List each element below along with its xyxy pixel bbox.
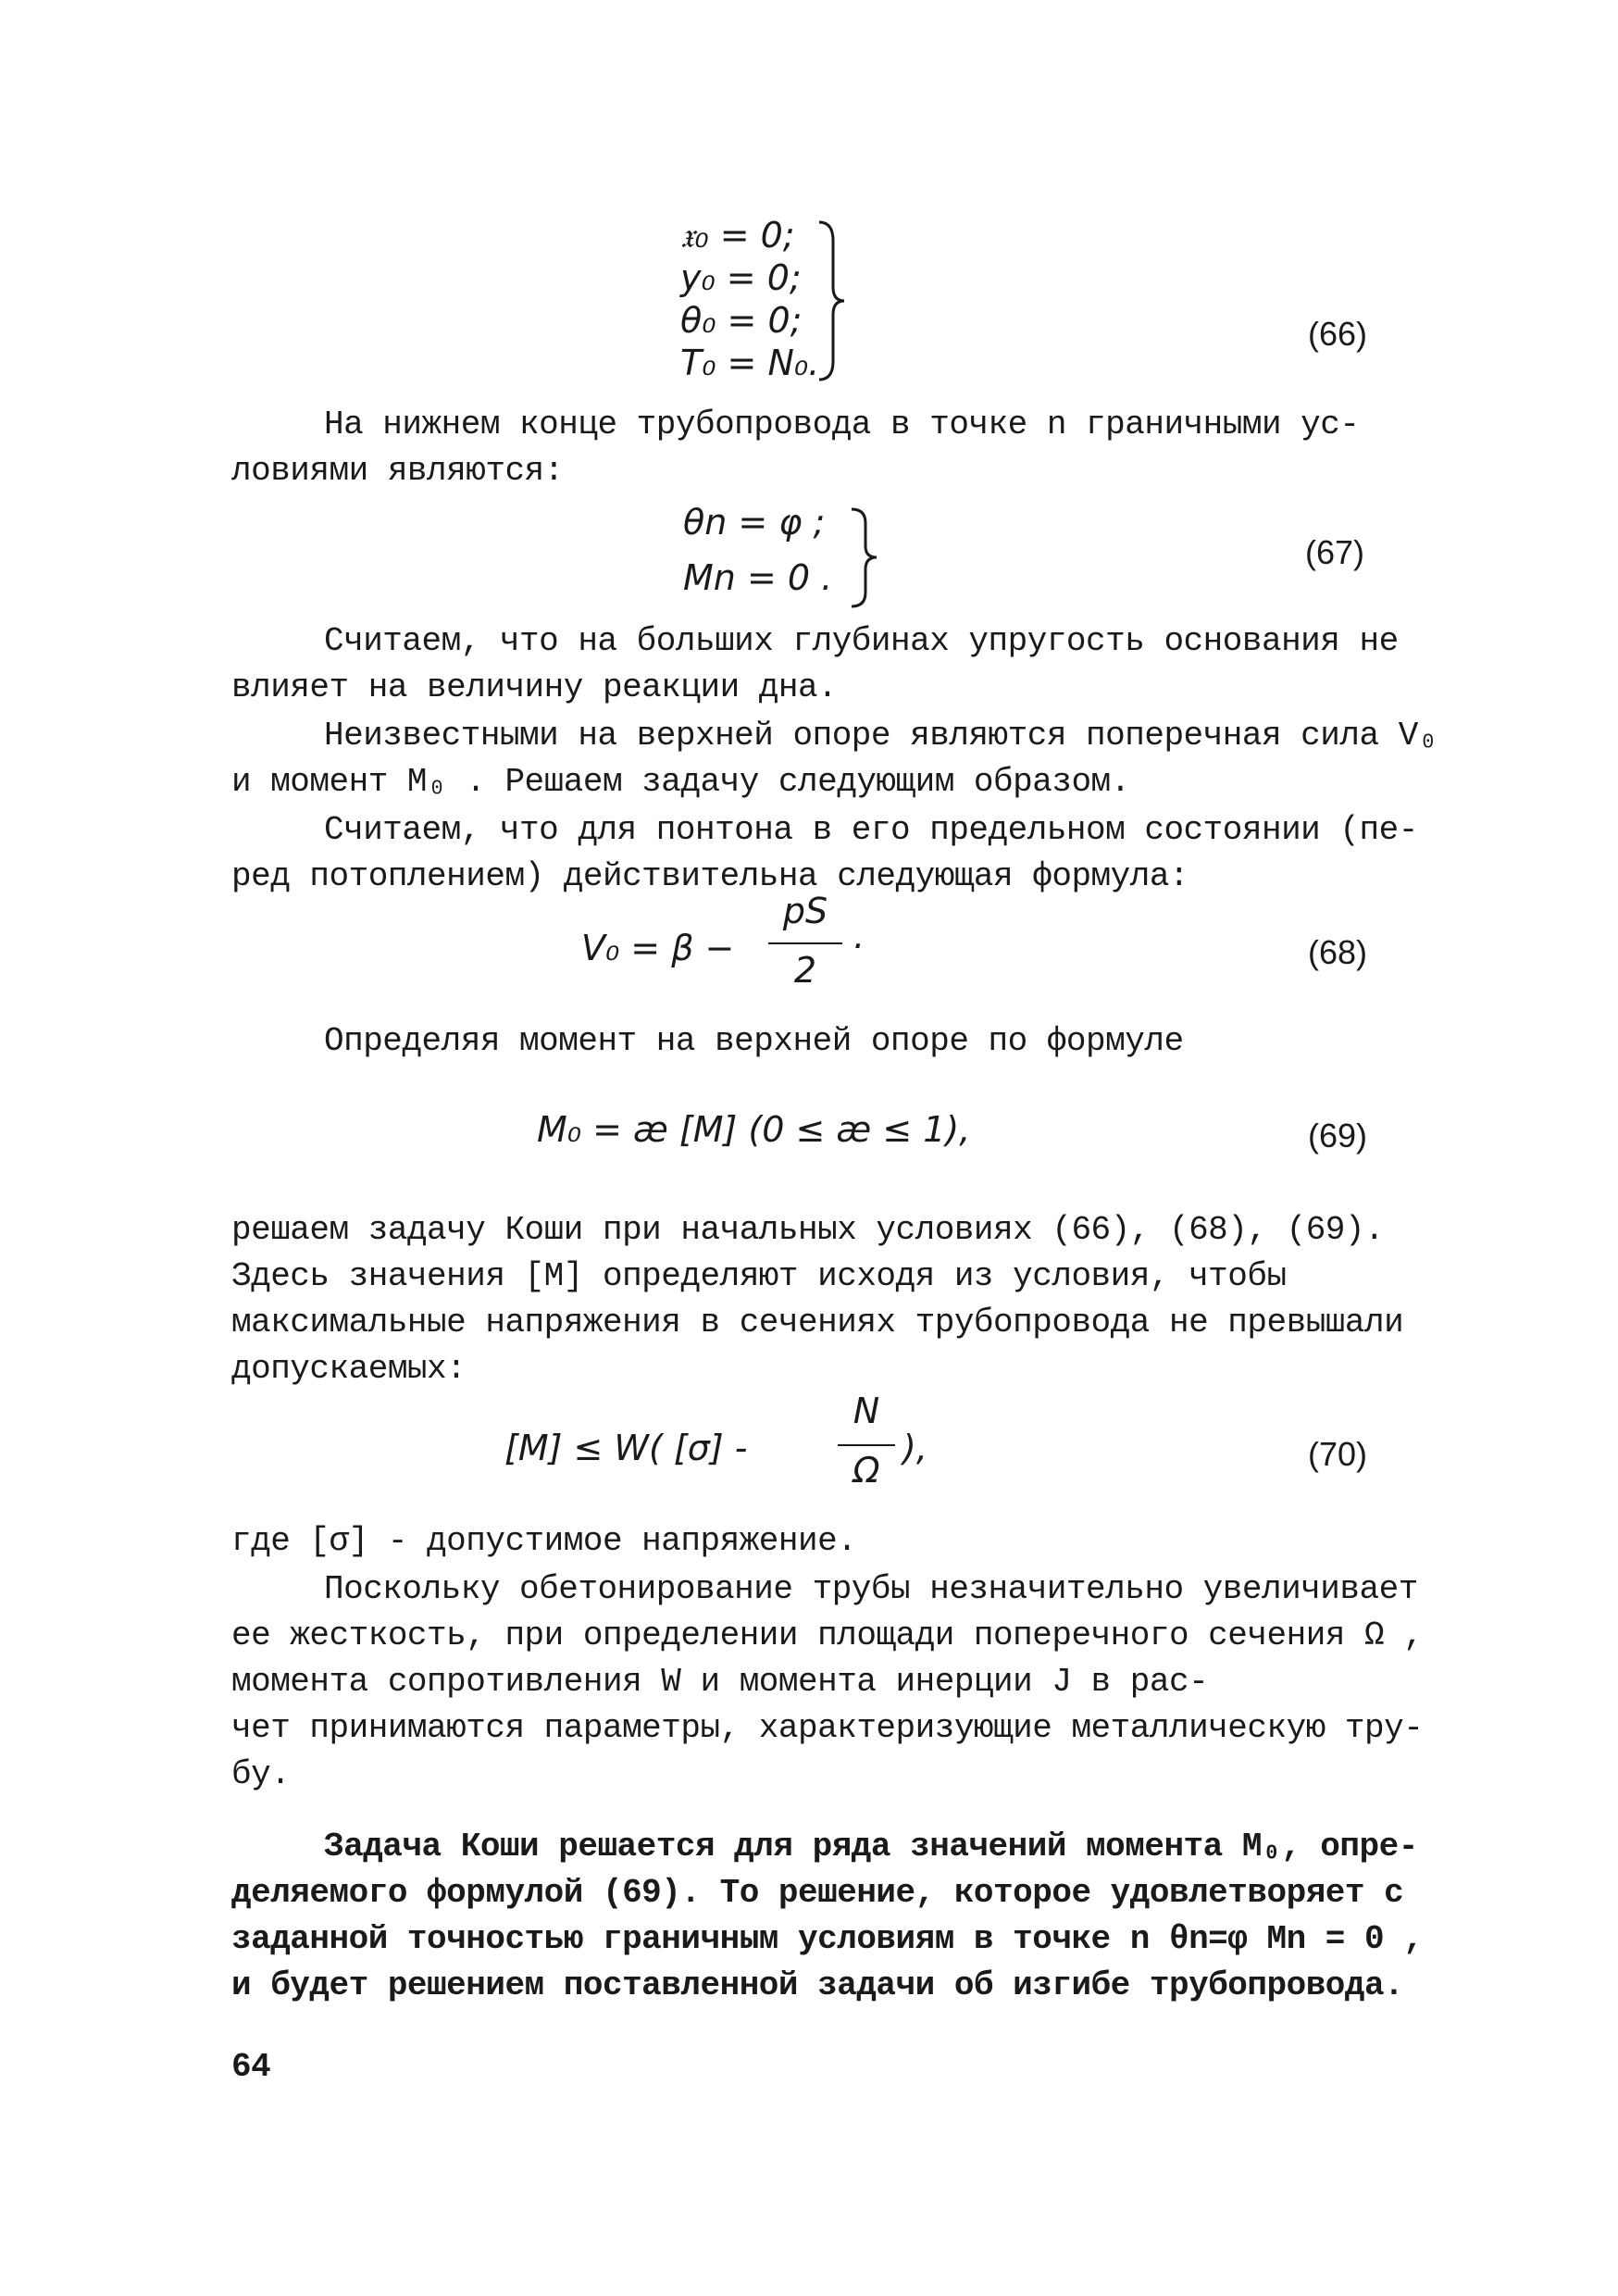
eq68-fraction-bar: [768, 942, 842, 944]
p6-line-1: решаем задачу Коши при начальных условиях (66), (68), (69).: [231, 1211, 1385, 1249]
p8-line-3: момента сопротивления W и момента инерции J в рас-: [231, 1663, 1209, 1701]
p2-line-1: Считаем, что на больших глубинах упругость основания не: [324, 622, 1399, 660]
p1-line-2: ловиями являются:: [231, 452, 564, 490]
eq70-lhs: [M] ≤ W( [σ] -: [504, 1428, 748, 1468]
eq66-brace-icon: [815, 218, 852, 384]
p8-line-5: бу.: [231, 1755, 291, 1793]
p6-line-2: Здесь значения [M] определяют исходя из условия, чтобы: [231, 1257, 1287, 1295]
p8-line-1: Поскольку обетонирование трубы незначительно увеличивает: [324, 1570, 1418, 1608]
eq68-number: (68): [1308, 933, 1368, 971]
eq67-line-2: Mn = 0 .: [683, 557, 833, 598]
eq67-line-1: θn = φ ;: [683, 502, 826, 543]
p2-line-2: влияет на величину реакции дна.: [231, 668, 838, 706]
eq66-number: (66): [1308, 315, 1368, 353]
p9-line-3: заданной точностью граничным условиям в точке n θn=φ Mn = 0 ,: [231, 1920, 1424, 1958]
p8-line-2: ее жесткость, при определении площади поперечного сечения Ω ,: [231, 1616, 1424, 1654]
p3-line-1: Неизвестными на верхней опоре являются поперечная сила V₀: [324, 717, 1438, 755]
eq70-denominator: Ω: [853, 1450, 880, 1491]
eq66-line-1: 𝔵₀ = 0;: [680, 215, 795, 256]
eq69-expr: M₀ = æ [M] (0 ≤ æ ≤ 1),: [537, 1109, 971, 1150]
eq69-number: (69): [1308, 1117, 1368, 1154]
eq68-numerator: pS: [782, 891, 828, 931]
p7-line-1: где [σ] - допустимое напряжение.: [231, 1522, 857, 1560]
p3-line-2: и момент M₀ . Решаем задачу следующим образом.: [231, 763, 1130, 801]
page-number: 64: [231, 2048, 271, 2086]
eq66-line-2: y₀ = 0;: [680, 257, 802, 298]
p5-line-1: Определяя момент на верхней опоре по формуле: [324, 1022, 1184, 1060]
eq70-tail: ),: [902, 1428, 927, 1468]
p8-line-4: чет принимаются параметры, характеризующие металлическую тру-: [231, 1709, 1424, 1747]
eq68-denominator: 2: [793, 950, 817, 991]
eq70-numerator: N: [853, 1391, 880, 1431]
eq67-brace-icon: [847, 505, 884, 611]
p9-line-1: Задача Коши решается для ряда значений момента M₀, опре-: [324, 1828, 1418, 1866]
p6-line-3: максимальные напряжения в сечениях трубопровода не превышали: [231, 1304, 1404, 1341]
p9-line-2: деляемого формулой (69). То решение, которое удовлетворяет с: [231, 1874, 1404, 1912]
p6-line-4: допускаемых:: [231, 1350, 467, 1388]
eq68-lhs: V₀ = β −: [581, 928, 735, 968]
eq66-line-4: T₀ = N₀.: [680, 343, 820, 383]
p1-line-1: На нижнем конце трубопровода в точке n граничными ус-: [324, 406, 1360, 443]
eq70-fraction-bar: [838, 1444, 895, 1446]
eq70-number: (70): [1308, 1435, 1368, 1473]
p4-line-2: ред потоплением) действительна следующая формула:: [231, 857, 1189, 895]
p4-line-1: Считаем, что для понтона в его предельном состоянии (пе-: [324, 811, 1418, 849]
eq66-line-3: θ₀ = 0;: [680, 300, 803, 341]
eq68-tail: ·: [852, 926, 864, 967]
p9-line-4: и будет решением поставленной задачи об изгибе трубопровода.: [231, 1966, 1404, 2004]
eq67-number: (67): [1305, 533, 1365, 571]
